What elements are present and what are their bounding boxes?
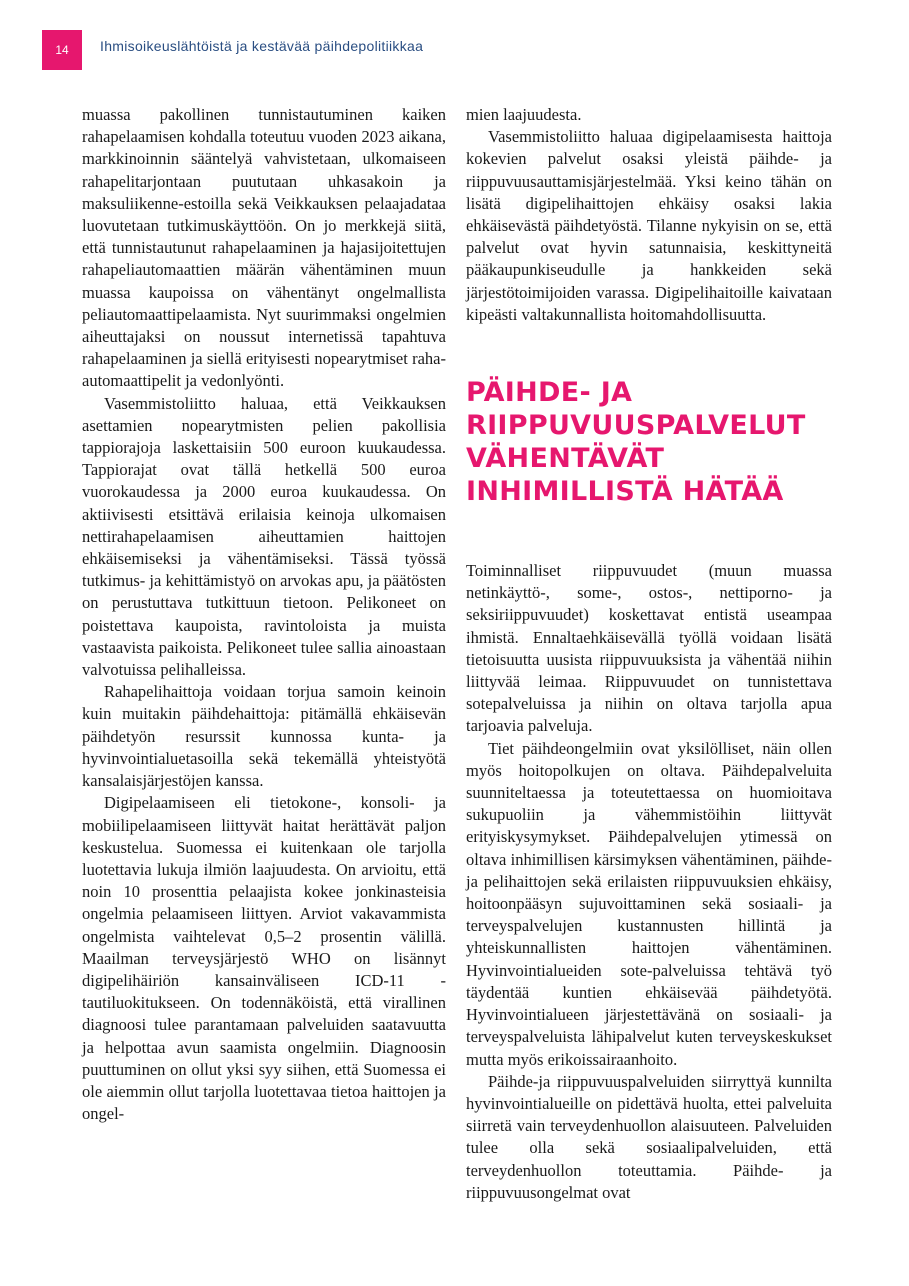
paragraph: Tiet päihdeongelmiin ovat yksilölliset, näin ollen myös hoitopolkujen on oltava. Päihdepalveluita suunniteltaessa ja toteutettaessa on huomioitava sukupuoliin ja vähemmistöihin liittyvät erityiskysymykset. Päihdepalvelujen ytimessä on oltava inhimillisen kärsimyksen vähentäminen, päihde- ja pelihaittojen sekä erilaisten riippuvuuksien ehkäisy, hoitoonpääsyn sujuvoittaminen sekä sosiaali- ja terveyspalvelujen kustannusten hillintä ja yhteiskunnallisten haittojen vähentäminen. Hyvinvointialueiden sote-palveluissa tehtävä työ täydentää kuntien ehkäisevää päihdetyötä. Hyvinvointialueen järjestettävänä on sosiaali- ja terveyspalveluista lähipalvelut kuten terveyskeskukset mutta myös erikoissairaanhoito. [466,738,832,1069]
left-column [82,104,446,1125]
paragraph: Digipelaamiseen eli tietokone-, konsoli- ja mobiilipelaamiseen liittyvät haitat herättävät paljon keskustelua. Suomessa ei kuitenkaan ole tarjolla luotettavia lukuja ilmiön laajuudesta. On arvioitu, että noin 10 prosenttia pelaajista kokee jonkinasteisia ongelmia pelaamiseen liittyen. Arviot vakavammista ongelmista vaihtelevat 0,5–2 prosentin välillä. Maailman terveysjärjestö WHO on lisännyt digipelihäiriön kansainväliseen ICD-11 -tautiluokitukseen. On todennäköistä, että virallinen diagnoosi tulee parantamaan palveluiden saatavuutta ja helpottaa avun saamista ongelmiin. Diagnoosin puuttuminen on ollut yksi syy siihen, että Suomessa ei ole aiemmin ollut tarjolla luotettavaa tietoa haittojen ja ongel- [82,793,446,1124]
paragraph: Toiminnalliset riippuvuudet (muun muassa netinkäyttö-, some-, ostos-, nettiporno- ja seksiriippuvuudet) koskettavat entistä useampaa ihmistä. Ennaltaehkäisevällä työllä voidaan lisätä tietoisuutta uusista riippuvuuksista ja vähentää niihin liittyvää leimaa. Riippuvuudet on tunnistettava sotepalveluissa ja niihin on oltava tarjolla apua tarjoavia palveluja. [466,561,832,736]
running-title: Ihmisoikeuslähtöistä ja kestävää päihdepolitiikkaa [100,38,424,54]
paragraph: Vasemmistoliitto haluaa digipelaamisesta haittoja kokevien palvelut osaksi yleistä päihde- ja riippuvuusauttamisjärjestelmää. Yksi keino tähän on lisätä digipelihaittojen ehkäisy osaksi lakia ehkäisevästä päihdetyöstä. Tilanne nykyisin on se, että palvelut ovat hyvin satunnaisia, keskittyneitä pääkaupunkiseudulle ja hankkeiden sekä järjestötoimijoiden varassa. Digipelihaitoille kaivataan kipeästi valtakunnallista hoitomahdollisuutta. [466,127,832,324]
paragraph: Päihde-ja riippuvuuspalveluiden siirryttyä kunnilta hyvinvointialueille on pidettävä huolta, ettei palveluita siirretä vain terveydenhuollon alaisuuteen. Palveluiden tulee olla sekä sosiaalipalveluiden, että terveydenhuollon toteuttamia. Päihde- ja riippuvuusongelmat ovat [466,1071,832,1202]
page-header [0,0,909,90]
right-column [466,104,832,1204]
paragraph: mien laajuudesta. [466,105,582,124]
page-number: 14 [42,30,82,70]
paragraph: Rahapelihaittoja voidaan torjua samoin keinoin kuin muitakin päihdehaittoja: pitämällä ehkäisevän päihdetyön resurssit kunnossa kunta- ja hyvinvointialuetasoilla sekä tekemällä yhteistyötä kansalaisjärjestöjen kanssa. [82,682,446,791]
paragraph: muassa pakollinen tunnistautuminen kaiken rahapelaamisen kohdalla toteutuu vuoden 2023 aikana, markkinoinnin sääntelyä vahvistetaan, ulkomaiseen rahapelitarjontaan puututaan uhkasakoin ja maksuliikenne-estoilla sekä Veikkauksen pelaajadataa luovutetaan tutkimuskäyttöön. On jo merkkejä siitä, että tunnistautunut rahapelaaminen ja hajasijoitettujen rahapeliautomaattien määrän vähentäminen muun muassa kaupoissa on vähentänyt ongelmallista peliautomaattipelaamista. Nyt suurimmaksi ongelmien aiheuttajaksi on noussut internetissä tapahtuva rahapelaaminen ja siellä erityisesti nopearytmiset raha-automaattipelit ja vedonlyönti. [82,105,446,391]
paragraph: Vasemmistoliitto haluaa, että Veikkauksen asettamien nopearytmisten pelien pakollisia tappiorajoja laskettaisiin 500 euroon kuukaudessa. Tappiorajat ovat tällä hetkellä 500 euroa vuorokaudessa ja 2000 euroa kuukaudessa. On aktiivisesti etsittävä erilaisia keinoja ulkomaisen nettirahapelaamisen aiheuttamien haittojen ehkäisemiseksi ja vähentämiseksi. Tässä työssä tutkimus- ja kehittämistyö on arvokas apu, ja päätösten on perustuttava tutkittuun tietoon. Pelikoneet on poistettava kaupoista, ravintoloista ja muista vastaavista paikoista. Pelikoneet tulee sallia ainoastaan valvotuissa pelihalleissa. [82,393,446,680]
section-heading: PÄIHDE- JA RIIPPUVUUSPALVELUT VÄHENTÄVÄT INHIMILLISTÄ HÄTÄÄ [466,377,806,508]
